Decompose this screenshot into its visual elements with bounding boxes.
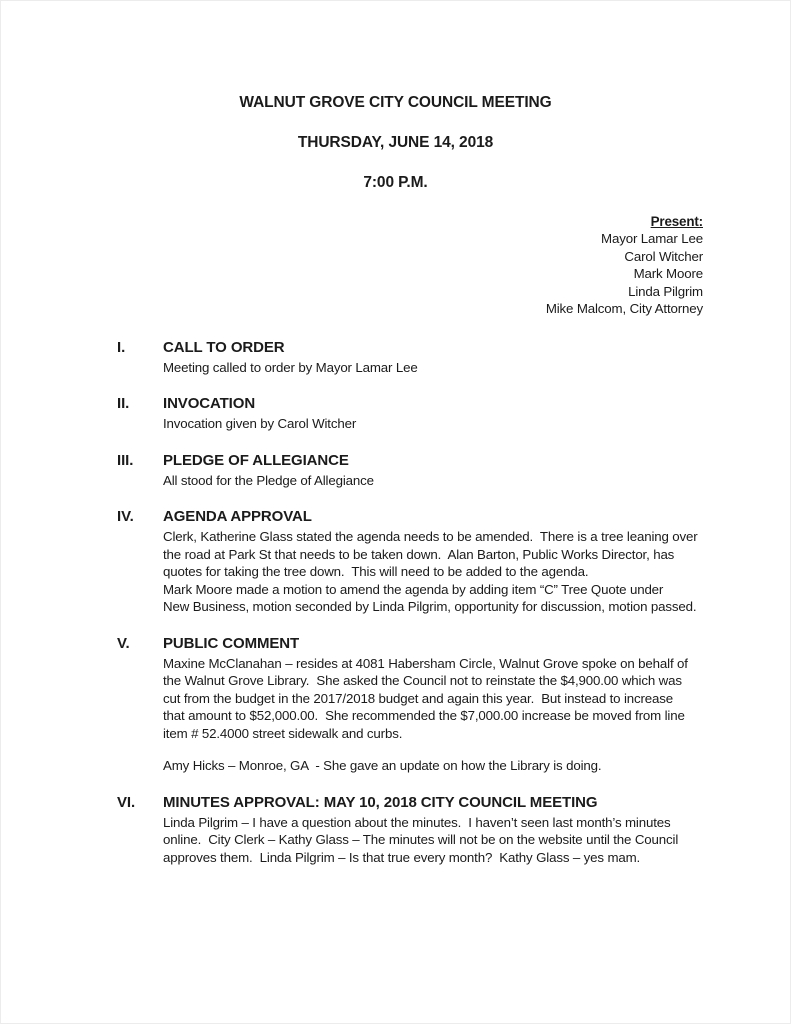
section-heading: PUBLIC COMMENT — [163, 634, 300, 652]
attendee-name: Linda Pilgrim — [628, 283, 703, 299]
body-line: All stood for the Pledge of Allegiance — [163, 472, 374, 488]
body-line: Amy Hicks – Monroe, GA - She gave an update on how the Library is doing. — [163, 758, 602, 773]
section-paragraph — [163, 359, 735, 377]
section-numeral: V. — [117, 634, 130, 652]
attendee-name: Mayor Lamar Lee — [601, 231, 703, 246]
section-heading: INVOCATION — [163, 395, 256, 412]
present-label: Present: — [650, 214, 703, 229]
agenda-sections — [0, 338, 791, 867]
section-call-to-order — [117, 338, 735, 377]
body-line: Maxine McClanahan – resides at 4081 Habersham Circle, Walnut Grove spoke on behalf of — [163, 655, 688, 671]
section-minutes-approval — [117, 793, 735, 867]
section-paragraph — [163, 814, 735, 867]
section-numeral: VI. — [117, 793, 136, 811]
section-numeral: III. — [117, 451, 134, 469]
section-heading: PLEDGE OF ALLEGIANCE — [163, 451, 349, 469]
attendee-name: Mike Malcom, City Attorney — [545, 301, 703, 316]
section-content — [163, 634, 735, 775]
section-numeral: IV. — [117, 508, 134, 525]
section-public-comment — [117, 634, 735, 775]
attendee-name: Carol Witcher — [624, 248, 703, 264]
body-line: cut from the budget in the 2017/2018 budget and again this year. But instead to increase — [163, 690, 674, 706]
body-line: approves them. Linda Pilgrim – Is that true every month? Kathy Glass – yes mam. — [163, 849, 641, 865]
body-line: the Walnut Grove Library. She asked the Council not to reinstate the $4,900.00 which was — [163, 673, 682, 688]
attendee-name: Mark Moore — [633, 266, 703, 281]
section-content — [163, 507, 735, 616]
section-paragraph — [163, 415, 735, 433]
section-paragraph — [163, 472, 735, 490]
section-paragraph — [163, 757, 735, 775]
section-pledge-of-allegiance — [117, 451, 735, 490]
section-paragraph — [163, 655, 735, 743]
section-paragraph — [163, 528, 735, 616]
body-line: that amount to $52,000.00. She recommended the $7,000.00 increase be moved from line — [163, 708, 685, 723]
section-numeral: I. — [117, 338, 126, 356]
section-content — [163, 451, 735, 490]
section-agenda-approval — [117, 507, 735, 616]
body-line: the road at Park St that needs to be taken down. Alan Barton, Public Works Director, has — [163, 546, 675, 562]
section-numeral: II. — [117, 395, 130, 412]
body-line: Mark Moore made a motion to amend the agenda by adding item “C” Tree Quote under — [163, 581, 664, 597]
meeting-time: 7:00 P.M. — [363, 174, 428, 191]
body-line: quotes for taking the tree down. This will need to be added to the agenda. — [163, 564, 589, 579]
body-line: Invocation given by Carol Witcher — [163, 416, 357, 431]
body-line: New Business, motion seconded by Linda Pilgrim, opportunity for discussion, motion passed. — [163, 599, 697, 614]
section-invocation — [117, 394, 735, 433]
section-heading: CALL TO ORDER — [163, 338, 285, 356]
present-block — [0, 213, 791, 318]
section-content — [163, 338, 735, 377]
body-line: online. City Clerk – Kathy Glass – The minutes will not be on the website until the Council — [163, 832, 679, 847]
section-heading: AGENDA APPROVAL — [163, 508, 312, 525]
section-content — [163, 793, 735, 867]
body-line: Linda Pilgrim – I have a question about the minutes. I haven’t seen last month’s minutes — [163, 814, 671, 830]
meeting-title: WALNUT GROVE CITY COUNCIL MEETING — [239, 94, 552, 111]
body-line: Meeting called to order by Mayor Lamar Lee — [163, 359, 418, 375]
body-line: item # 52.4000 street sidewalk and curbs. — [163, 725, 403, 741]
section-heading: MINUTES APPROVAL: MAY 10, 2018 CITY COUNCIL MEETING — [163, 793, 598, 811]
meeting-date: THURSDAY, JUNE 14, 2018 — [297, 134, 494, 151]
body-line: Clerk, Katherine Glass stated the agenda needs to be amended. There is a tree leaning over — [163, 529, 698, 544]
section-content — [163, 394, 735, 433]
